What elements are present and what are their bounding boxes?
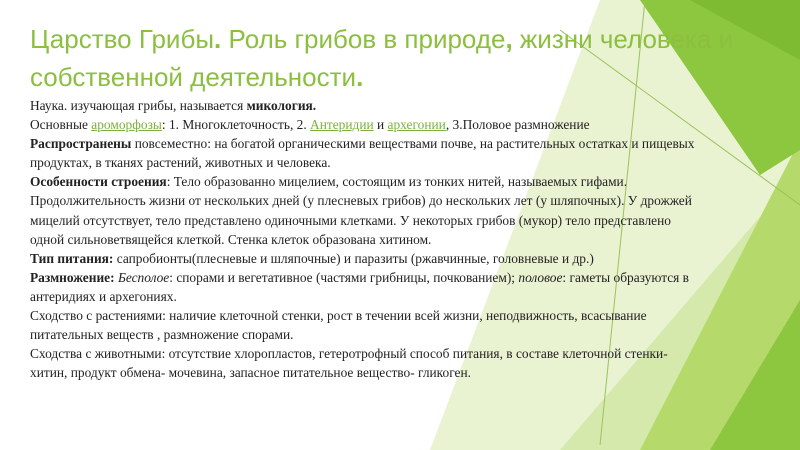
aromorphoses-text-2: и — [373, 117, 388, 133]
archegonia-link[interactable]: архегонии — [387, 117, 446, 133]
structure-paragraph — [30, 172, 695, 248]
distribution-heading: Распространены — [30, 136, 132, 152]
distribution-paragraph — [30, 134, 695, 172]
title-part3: жизни человека и собственной деятельности — [30, 24, 734, 92]
aromorphoses-link[interactable]: ароморфозы — [91, 117, 162, 133]
title-dot2: . — [356, 62, 364, 92]
reproduction-text-1: : спорами и вегетативное (частями грибницы, почкованием); — [169, 269, 519, 285]
mycology-paragraph — [30, 96, 695, 115]
title-comma: , — [505, 24, 513, 54]
aromorphoses-text-1: : 1. Многоклеточность, 2. — [161, 117, 311, 133]
nutrition-text: сапробионты(плесневые и шляпочные) и паразиты (ржавчинные, головневые и др.) — [113, 250, 594, 266]
asexual-term: Бесполое — [117, 269, 170, 285]
animals-similarity-text: Сходства с животными: отсутствие хлоропластов, гетеротрофный способ питания, в составе клеточной стенки- хитин, продукт обмена- мочевина, запасное питательное вещество- гликоген. — [30, 346, 668, 381]
animals-similarity-paragraph — [30, 344, 695, 382]
aromorphoses-text-3: , 3.Половое размножение — [445, 117, 590, 133]
slide-body — [30, 96, 695, 382]
distribution-text: повсеместно: на богатой органическими веществами почве, на растительных остатках и пищевых продуктах, в тканях растений, животных и человека. — [30, 136, 695, 171]
nutrition-paragraph — [30, 249, 695, 268]
mycology-term: микология. — [246, 98, 317, 113]
mycology-text: Наука. изучающая грибы, называется — [30, 98, 247, 113]
title-part2: Роль грибов в природе — [221, 24, 506, 54]
antheridia-link[interactable]: Антеридии — [310, 117, 374, 133]
title-part1: Царство Грибы — [30, 24, 215, 54]
aromorphoses-intro: Основные — [30, 117, 92, 133]
reproduction-text-2: : гаметы образуются в антеридиях и архегониях. — [30, 269, 689, 304]
structure-heading: Особенности строения — [30, 174, 167, 190]
reproduction-paragraph — [30, 268, 695, 306]
plants-similarity-text: Сходство с растениями: наличие клеточной стенки, рост в течении всей жизни, неподвижность, всасывание питательных веществ , размножение спорами. — [30, 308, 647, 343]
aromorphoses-paragraph — [30, 115, 695, 134]
slide-title — [30, 20, 750, 96]
sexual-term: половое — [518, 269, 563, 285]
title-dot1: . — [214, 24, 222, 54]
reproduction-heading: Размножение: — [30, 269, 115, 285]
nutrition-heading: Тип питания: — [30, 250, 114, 266]
structure-text: : Тело образованно мицелием, состоящим из тонких нитей, называемых гифами. Продолжительность жизни от нескольких дней (у плесневых грибов) до нескольких лет (у шляпочных). У дрожжей мицелий отсутствует, тело представлено одиночными клетками. У некоторых грибов (мукор) тело представлено одной сильноветвящейся клеткой. Стенка клеток образована хитином. — [30, 174, 692, 247]
plants-similarity-paragraph — [30, 306, 695, 344]
